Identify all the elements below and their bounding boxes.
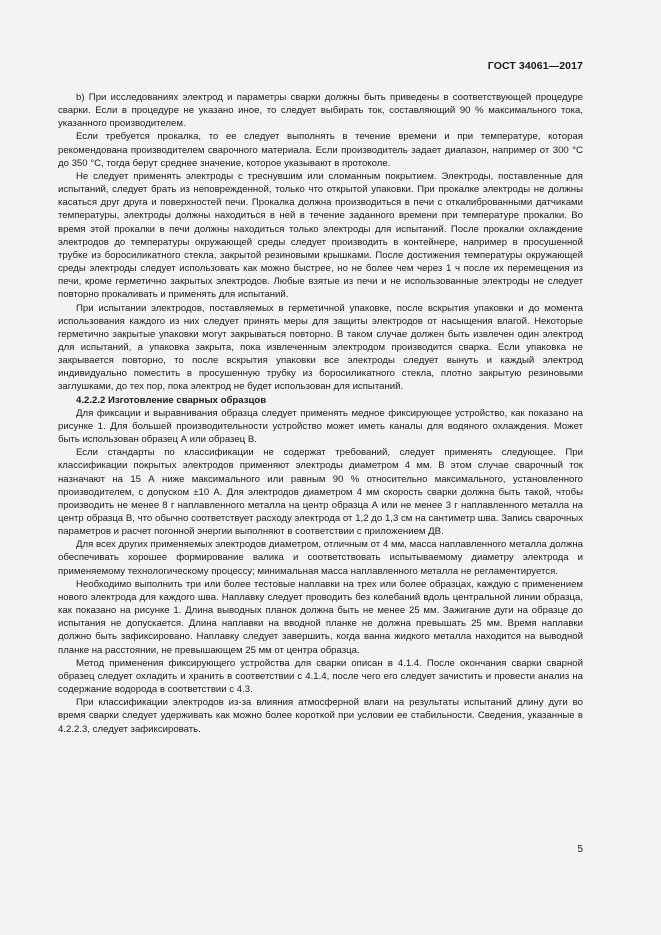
paragraph-other-diameters: Для всех других применяемых электродов диаметром, отличным от 4 мм, масса наплавленного металла должна обеспечивать хорошее формирование валика и соответствовать испытываемому диаметру электрода и применяемому технологическому процессу; минимальная масса наплавленного металла не регламентируется. <box>58 539 583 577</box>
page-body <box>58 91 583 736</box>
paragraph-test-welds: Необходимо выполнить три или более тестовые наплавки на трех или более образцах, каждую с применением нового электрода для каждого шва. Наплавку следует проводить без колебаний вдоль центральной линии образца, как показано на рисунке 1. Длина выводных планок должна быть не менее 25 мм. Зажигание дуги на образце до испытания не допускается. Длина наплавки на вводной планке не должна превышать 25 мм. Время наплавки должно быть зафиксировано. Наплавку следует завершить, когда ванна жидкого металла находится на выводной планке на расстоянии, не превышающем 25 мм от центра образца. <box>58 578 583 656</box>
standard-header: ГОСТ 34061—2017 <box>487 60 583 72</box>
paragraph-item-b: b) При исследованиях электрод и параметры сварки должны быть приведены в соответствующей процедуре сварки. Если в процедуре не указано иное, то следует выбирать ток, составляющий 90 % максимального тока, указанного производителем. <box>58 92 583 130</box>
paragraph-electrode-handling: Не следует применять электроды с треснувшим или сломанным покрытием. Электроды, поставленные для испытаний, следует брать из неповрежденной, только что открытой упаковки. При прокалке электроды не должны касаться друг друга и поверхностей печи. Прокалка должна производиться в печи с откалиброванными датчиками температуры, электроды должны находиться в ней в течение заданного времени при температуре прокалки. Во время этой прокалки в печи должны находиться только электроды для испытаний. После прокалки охлаждение электродов до температуры окружающей среды следует производить в контейнере, например в просушенной трубке из боросиликатного стекла, закрытой резиновыми крышками. После достижения температуры окружающей среды электроды следует использовать как можно быстрее, но не более чем через 1 ч после их перемещения из печи, кроме герметично закрытых электродов. Любые взятые из печи и не использованные электроды не следует повторно прокаливать и применять для испытаний. <box>58 170 583 301</box>
paragraph-sealed-packaging: При испытании электродов, поставляемых в герметичной упаковке, после вскрытия упаковки и до момента использования каждого из них следует принять меры для защиты электродов от насыщения влагой. Некоторые герметично закрытые упаковки могут закрываться повторно. В таком случае должен быть извлечен один электрод для испытаний, а упаковка закрыта, пока извлеченным электродом производится сварка. Если упаковка не закрывается повторно, то после вскрытия упаковки все электроды следует вынуть и каждый электрод индивидуально поместить в просушенную трубку из боросиликатного стекла, плотно закрытую резиновыми заглушками, до тех пор, пока электрод не будет использован для испытаний. <box>58 302 583 393</box>
section-heading: 4.2.2.2 Изготовление сварных образцов <box>76 394 267 406</box>
page-number: 5 <box>577 844 583 855</box>
paragraph-classification: Если стандарты по классификации не содержат требований, следует применять следующее. При классификации покрытых электродов применяют электроды диаметром 4 мм. В этом случае сварочный ток назначают на 15 А ниже максимального или равным 90 % относительно максимального, установленного производителем, с допуском ±10 А. Для электродов диаметром 4 мм скорость сварки должна быть такой, чтобы производить не менее 8 г наплавленного металла на центр образца А или не менее 3 г наплавленного металла на центр образца В, что обычно соответствует расходу электрода от 1,2 до 1,3 см на сантиметр шва. Запись сварочных параметров и расчет погонной энергии выполняют в соответствии с приложением ДВ. <box>58 447 583 538</box>
paragraph-fixture: Для фиксации и выравнивания образца следует применять медное фиксирующее устройство, как показано на рисунке 1. Для большей производительности устройство может иметь каналы для водяного охлаждения. Может быть использован образец А или образец В. <box>58 407 583 446</box>
paragraph-arc-length: При классификации электродов из-за влияния атмосферной влаги на результаты испытаний длину дуги во время сварки следует удерживать как можно более короткой при условии ее стабильности. Сведения, указанные в 4.2.2.3, следует зафиксировать. <box>58 697 583 735</box>
paragraph-fixture-method: Метод применения фиксирующего устройства для сварки описан в 4.1.4. После окончания сварки сварной образец следует охладить и хранить в соответствии с 4.1.4, после чего его следует зачистить и провести анализ на содержание водорода в соответствии с 4.3. <box>58 657 583 696</box>
paragraph-baking: Если требуется прокалка, то ее следует выполнять в течение времени и при температуре, которая рекомендована производителем сварочного материала. Если производитель задает диапазон, например от 300 °С до 350 °С, тогда берут среднее значение, которое указывают в протоколе. <box>58 131 583 169</box>
